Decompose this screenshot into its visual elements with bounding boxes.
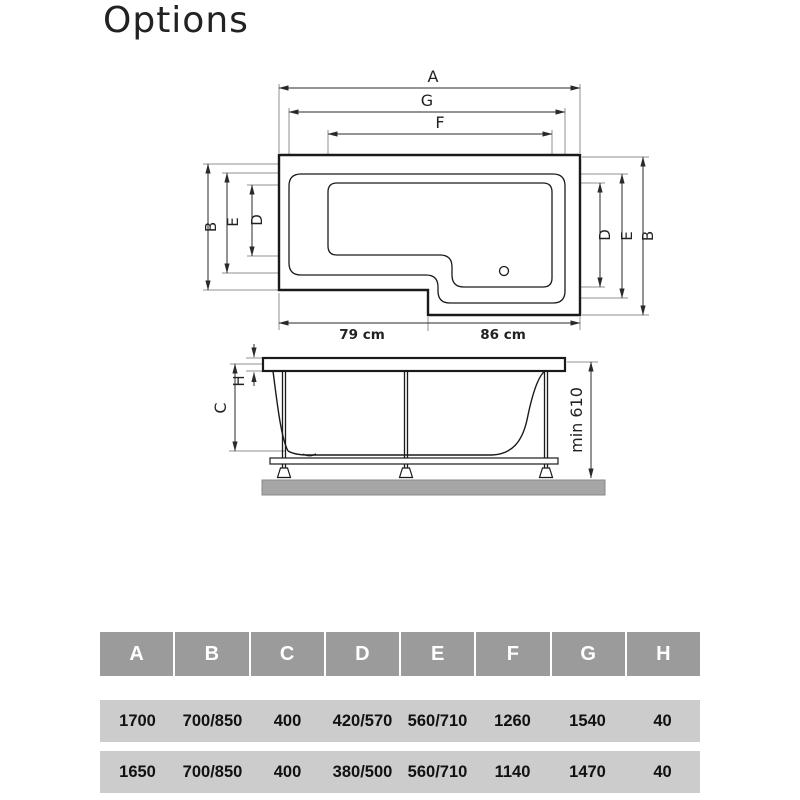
- page-title: Options: [103, 0, 249, 41]
- table-cell: 420/570: [332, 711, 393, 730]
- dim-label-D-left: D: [248, 214, 266, 226]
- dim-label-D-right: D: [596, 229, 614, 241]
- side-view-bathtub: [211, 344, 605, 495]
- table-cell: 560/710: [407, 762, 468, 781]
- dim-label-A: A: [427, 67, 439, 86]
- table-cell: 1700: [119, 711, 156, 730]
- table-cell: 1470: [569, 762, 606, 781]
- table-header-row: [100, 632, 700, 676]
- table-cell: 1260: [494, 711, 531, 730]
- table-cell: 1540: [569, 711, 606, 730]
- table-header-cell: D: [326, 632, 399, 676]
- table-header-cell: H: [627, 632, 700, 676]
- tub-rim-side: [263, 358, 565, 371]
- dim-label-min-610: min 610: [567, 387, 586, 453]
- table-cell: 380/500: [332, 762, 393, 781]
- table-header-cell: C: [251, 632, 324, 676]
- support-frame: [283, 371, 548, 468]
- dim-label-E-left: E: [224, 217, 242, 227]
- dim-label-G: G: [420, 91, 434, 110]
- floor-slab: [262, 480, 605, 495]
- dim-label-86cm: 86 cm: [480, 327, 526, 343]
- dim-label-F: F: [435, 113, 445, 132]
- table-header-cell: G: [552, 632, 625, 676]
- table-header-cell: F: [476, 632, 549, 676]
- table-cell: 400: [273, 762, 302, 781]
- drain-icon: [500, 267, 509, 276]
- table-cell: 700/850: [182, 762, 243, 781]
- table-header-cell: E: [401, 632, 474, 676]
- table-header-cell: A: [100, 632, 173, 676]
- dim-label-H: H: [230, 375, 248, 387]
- table-row: [100, 700, 700, 742]
- adjustable-feet: [278, 468, 553, 478]
- dim-label-C: C: [211, 402, 230, 414]
- frame-rail: [270, 458, 558, 464]
- dim-label-B-left: B: [202, 221, 220, 233]
- table-cell: 560/710: [407, 711, 468, 730]
- table-cell: 1650: [119, 762, 156, 781]
- dim-label-E-right: E: [618, 231, 636, 241]
- table-row: [100, 751, 700, 793]
- table-cell: 1140: [494, 762, 531, 781]
- table-cell: 40: [653, 711, 672, 730]
- dim-label-79cm: 79 cm: [339, 327, 385, 343]
- table-header-cell: B: [175, 632, 248, 676]
- tub-outer-outline: [279, 155, 580, 315]
- table-cell: 40: [653, 762, 672, 781]
- tub-side-profile-bottom-right: [288, 371, 545, 455]
- table-cell: 700/850: [182, 711, 243, 730]
- dimensions-table: [100, 632, 700, 781]
- table-cell: 400: [273, 711, 302, 730]
- dim-label-B-right: B: [639, 230, 657, 242]
- top-view-bathtub: [202, 67, 657, 343]
